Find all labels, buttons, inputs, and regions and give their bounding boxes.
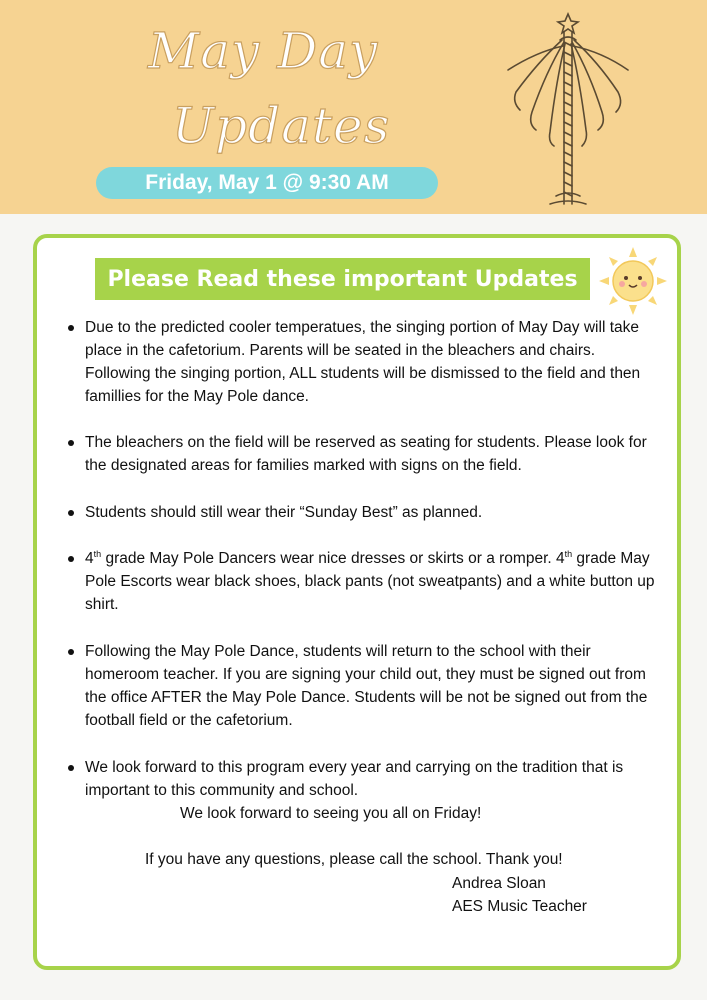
closing-questions: If you have any questions, please call the school. Thank you! — [145, 851, 563, 868]
list-item: Following the May Pole Dance, students will return to the school with their homeroom teacher. If you are signing your child out, they must be signed out from the office AFTER the May Pole Dance. Students will be not be signed out from the football field or the cafetorium. — [60, 640, 660, 732]
title-line-1: May Day — [148, 22, 379, 80]
grade-number: 4 — [85, 550, 94, 567]
maypole-icon — [498, 12, 638, 212]
list-item-text: grade May Pole Dancers wear nice dresses or skirts or a romper. — [101, 550, 556, 567]
list-item-text: grade May Pole Escorts wear black shoes, black pants (not sweatpants) and a white button up shirt. — [85, 550, 655, 613]
list-item — [60, 547, 660, 616]
list-item: We look forward to this program every year and carrying on the tradition that is important to this community and school. — [60, 756, 660, 802]
list-item: Students should still wear their “Sunday Best” as planned. — [60, 501, 660, 524]
signature-role: AES Music Teacher — [452, 898, 587, 915]
list-item: Due to the predicted cooler temperatues, the singing portion of May Day will take place in the cafetorium. Parents will be seated in the bleachers and chairs. Following the singing portion, ALL students will be dismissed to the field and then famillies for the May Pole dance. — [60, 316, 660, 408]
signature-name: Andrea Sloan — [452, 875, 546, 892]
updates-banner: Please Read these important Updates — [95, 258, 590, 300]
ordinal-suffix: th — [93, 548, 102, 559]
title-line-2: Updates — [172, 97, 391, 155]
ordinal-suffix: th — [564, 548, 573, 559]
sun-icon — [599, 247, 667, 315]
closing-see-you: We look forward to seeing you all on Friday! — [180, 805, 482, 822]
list-item: The bleachers on the field will be reserved as seating for students. Please look for the designated areas for families marked with signs on the field. — [60, 431, 660, 477]
grade-number: 4 — [555, 550, 565, 567]
date-pill: Friday, May 1 @ 9:30 AM — [96, 167, 438, 199]
